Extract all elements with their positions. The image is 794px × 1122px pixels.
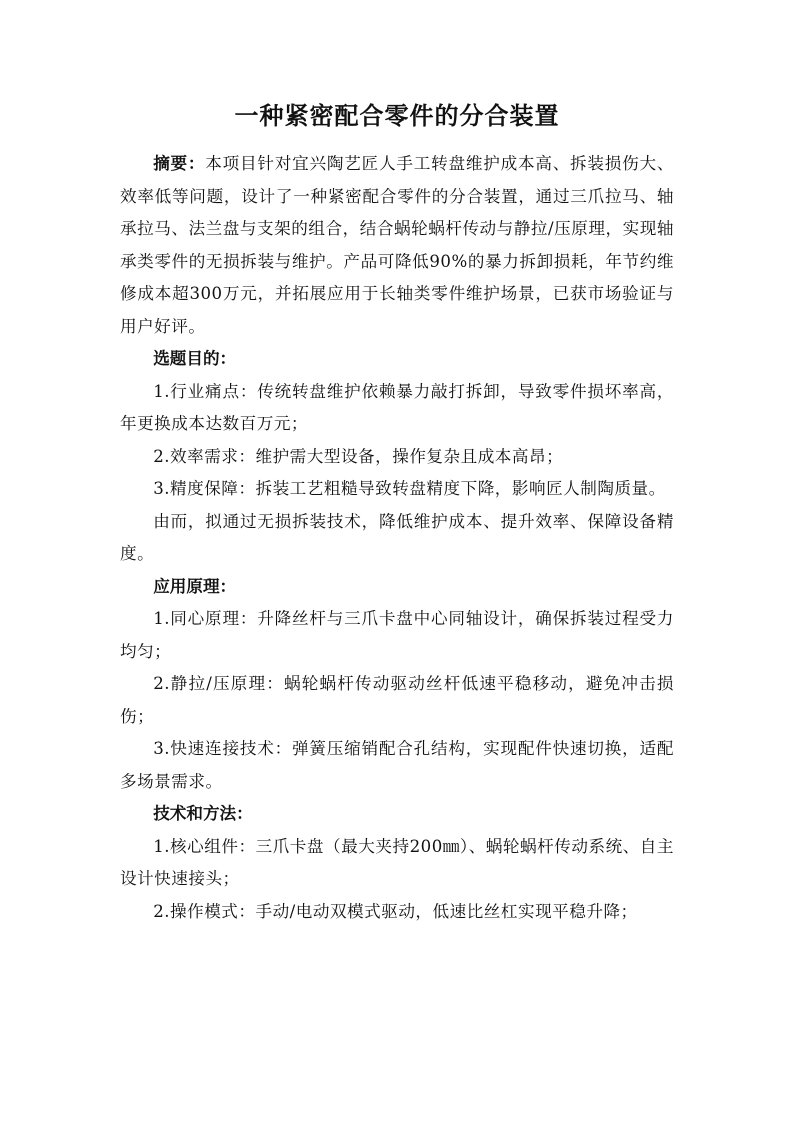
document-title: 一种紧密配合零件的分合装置	[234, 102, 560, 130]
principle-item-1: 1.同心原理：升降丝杆与三爪卡盘中心同轴设计，确保拆装过程受力均匀；	[120, 609, 674, 661]
methods-item-1: 1.核心组件：三爪卡盘（最大夹持200㎜）、蜗轮蜗杆传动系统、自主设计快速接头；	[120, 836, 674, 888]
principle-item-2: 2.静拉/压原理：蜗轮蜗杆传动驱动丝杆低速平稳移动，避免冲击损伤；	[120, 674, 674, 726]
methods-item-2: 2.操作模式：手动/电动双模式驱动，低速比丝杠实现平稳升降；	[153, 901, 638, 921]
purpose-conclusion: 由而，拟通过无损拆装技术，降低维护成本、提升效率、保障设备精度。	[120, 511, 674, 563]
section-heading-methods: 技术和方法：	[153, 804, 253, 823]
abstract-paragraph	[120, 148, 674, 343]
principle-item-3: 3.快速连接技术：弹簧压缩销配合孔结构，实现配件快速切换，适配多场景需求。	[120, 739, 674, 791]
section-heading-purpose: 选题目的：	[153, 349, 237, 368]
abstract-text: 本项目针对宜兴陶艺匠人手工转盘维护成本高、拆装损伤大、效率低等问题，设计了一种紧密配合零件的分合装置，通过三爪拉马、轴承拉马、法兰盘与支架的组合，结合蜗轮蜗杆传动与静拉/压原理，实现轴承类零件的无损拆装与维护。产品可降低90%的暴力拆卸损耗，年节约维修成本超300万元，并拓展应用于长轴类零件维护场景，已获市场验证与用户好评。	[120, 154, 674, 336]
purpose-item-2: 2.效率需求：维护需大型设备，操作复杂且成本高昂；	[153, 446, 564, 466]
section-heading-principle: 应用原理：	[153, 576, 237, 596]
purpose-item-1: 1.行业痛点：传统转盘维护依赖暴力敲打拆卸，导致零件损坏率高，年更换成本达数百万元；	[120, 381, 674, 433]
purpose-item-3: 3.精度保障：拆装工艺粗糙导致转盘精度下降，影响匠人制陶质量。	[153, 479, 666, 498]
abstract-label: 摘要：	[153, 154, 206, 173]
